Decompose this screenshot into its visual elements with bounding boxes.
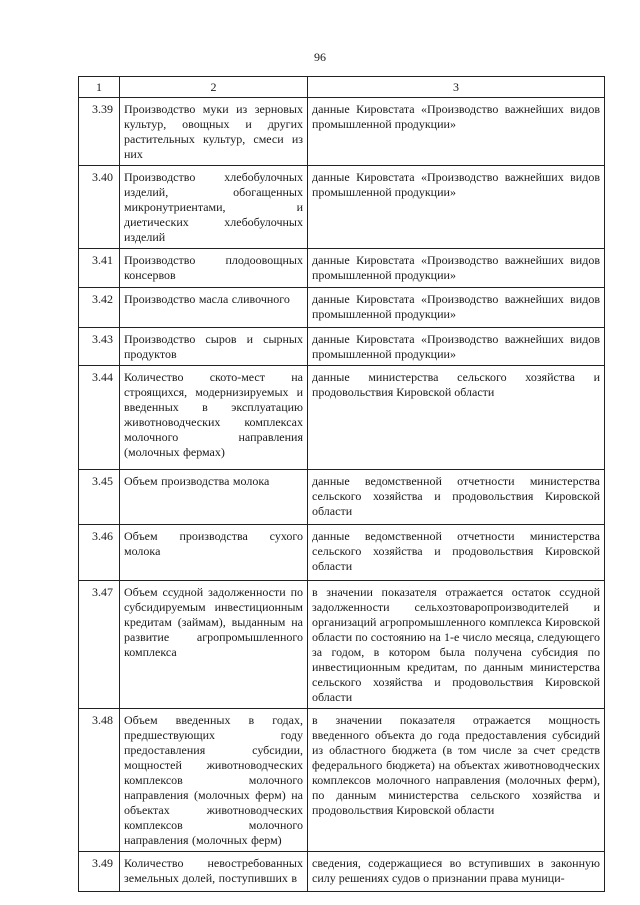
page-number: 96 [314, 50, 326, 64]
data-source: данные министерства сельского хозяйства и продовольствия Кировской области [308, 366, 605, 470]
data-source: данные Кировстата «Производство важнейших видов промышленной продукции» [308, 328, 605, 366]
indicator-name: Объем производства молока [120, 470, 308, 525]
row-number: 3.46 [79, 525, 120, 581]
row-number: 3.40 [79, 166, 120, 249]
data-source: данные Кировстата «Производство важнейших видов промышленной продукции» [308, 166, 605, 249]
row-number: 3.42 [79, 288, 120, 328]
indicator-name: Производство масла сливочного [120, 288, 308, 328]
row-number: 3.49 [79, 852, 120, 892]
row-number: 3.48 [79, 709, 120, 852]
data-source: данные ведомственной отчетности министерства сельского хозяйства и продовольствия Кировской области [308, 470, 605, 525]
indicators-table [78, 76, 605, 892]
indicator-name: Объем производства сухого молока [120, 525, 308, 581]
table-row [79, 366, 605, 470]
indicator-name: Объем введенных в годах, предшествующих году предоставления субсидии, мощностей животноводческих комплексов молочного направления (молочных ферм) на объектах животноводческих комплексов молочного направления (молочных ферм) [120, 709, 308, 852]
data-source: данные Кировстата «Производство важнейших видов промышленной продукции» [308, 288, 605, 328]
table-row [79, 581, 605, 709]
indicator-name: Производство муки из зерновых культур, овощных и других растительных культур, смеси из них [120, 98, 308, 166]
column-header-number: 1 [79, 77, 120, 98]
data-source: в значении показателя отражается мощность введенного объекта до года предоставления субсидий из областного бюджета (в том числе за счет средств федерального бюджета) на объектах животноводческих комплексов молочного направления (молочных ферм), по данным министерства сельского хозяйства и продовольствия Кировской области [308, 709, 605, 852]
indicator-name: Количество ското-мест на строящихся, модернизируемых и введенных в эксплуатацию животноводческих комплексах молочного направления (молочных фермах) [120, 366, 308, 470]
table-row [79, 525, 605, 581]
column-header-indicator: 2 [120, 77, 308, 98]
row-number: 3.47 [79, 581, 120, 709]
data-source: в значении показателя отражается остаток ссудной задолженности сельхозтоваропроизводителей и организаций агропромышленного комплекса Кировской области по состоянию на 1-е число месяца, следующего за годом, в котором была получена субсидия по инвестиционным кредитам, по данным министерства сельского хозяйства и продовольствия Кировской области [308, 581, 605, 709]
indicator-name: Производство сыров и сырных продуктов [120, 328, 308, 366]
table-row [79, 288, 605, 328]
data-source: данные Кировстата «Производство важнейших видов промышленной продукции» [308, 249, 605, 288]
table-row [79, 249, 605, 288]
table-row [79, 328, 605, 366]
row-number: 3.44 [79, 366, 120, 470]
data-source: сведения, содержащиеся во вступивших в законную силу решениях судов о признании права муници- [308, 852, 605, 892]
indicator-name: Количество невостребованных земельных долей, поступивших в [120, 852, 308, 892]
table-row [79, 470, 605, 525]
row-number: 3.39 [79, 98, 120, 166]
table-header-row [79, 77, 605, 98]
table-row [79, 98, 605, 166]
data-source: данные Кировстата «Производство важнейших видов промышленной продукции» [308, 98, 605, 166]
table-row [79, 166, 605, 249]
data-source: данные ведомственной отчетности министерства сельского хозяйства и продовольствия Кировской области [308, 525, 605, 581]
indicator-name: Производство хлебобулочных изделий, обогащенных микронутриентами, и диетических хлебобулочных изделий [120, 166, 308, 249]
table-row [79, 852, 605, 892]
table-row [79, 709, 605, 852]
row-number: 3.45 [79, 470, 120, 525]
indicator-name: Производство плодоовощных консервов [120, 249, 308, 288]
indicator-name: Объем ссудной задолженности по субсидируемым инвестиционным кредитам (займам), выданным на развитие агропромышленного комплекса [120, 581, 308, 709]
column-header-source: 3 [308, 77, 605, 98]
row-number: 3.41 [79, 249, 120, 288]
row-number: 3.43 [79, 328, 120, 366]
